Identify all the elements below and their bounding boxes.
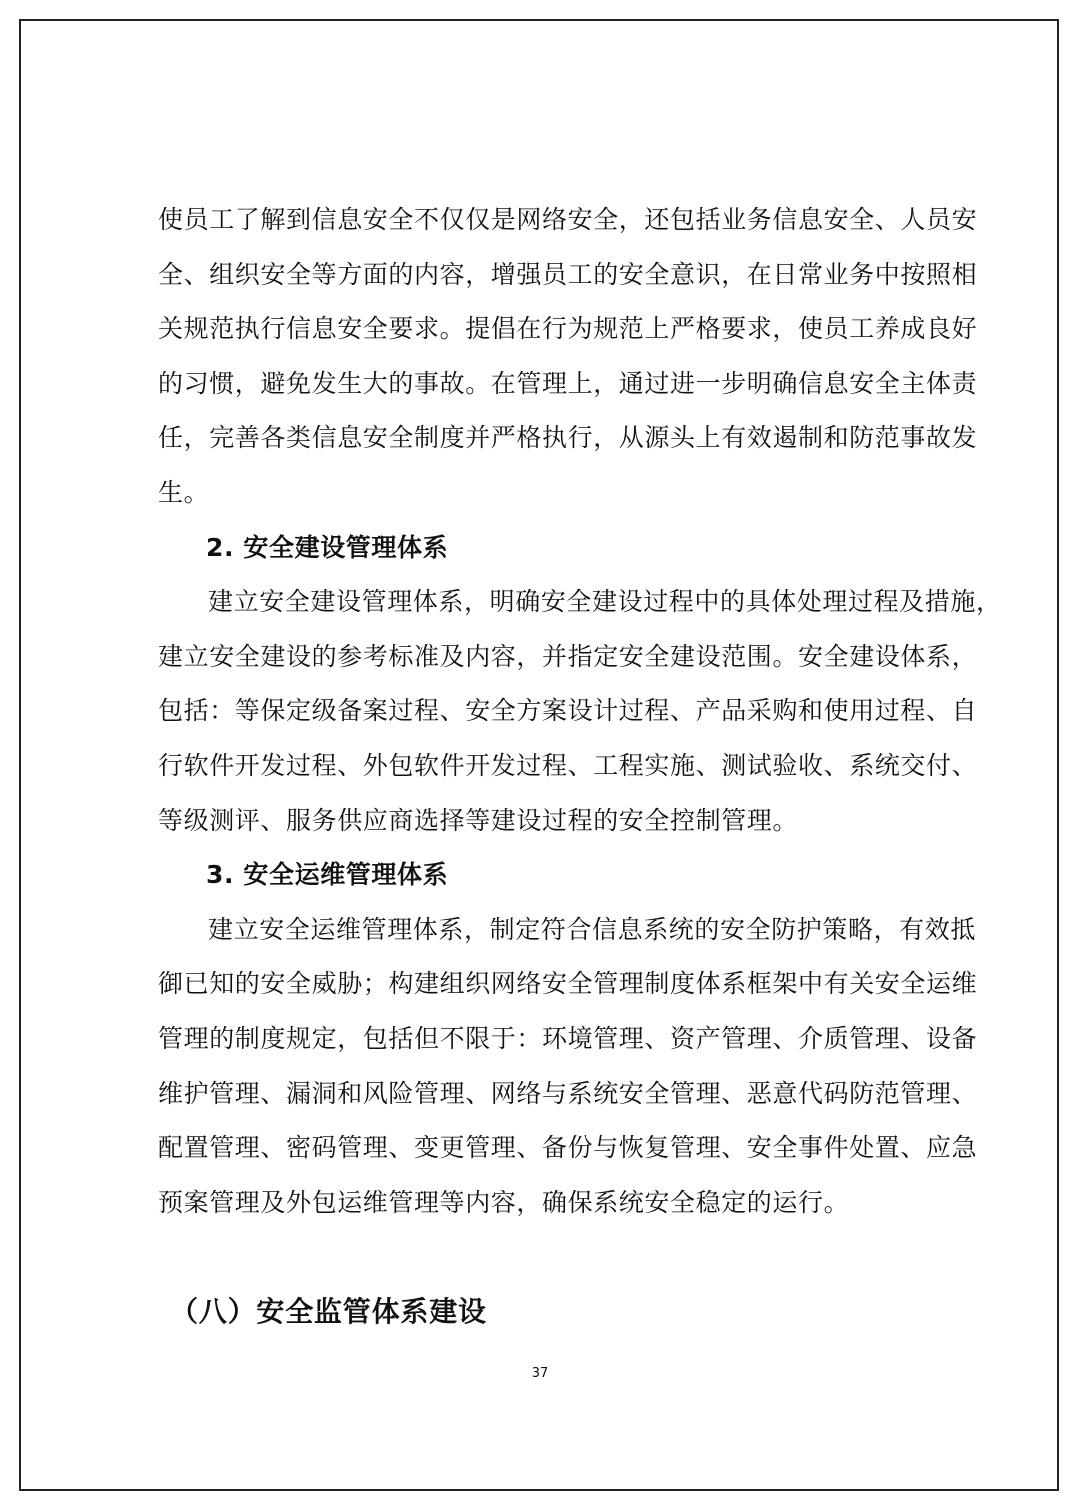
section3-line-6: 预案管理及外包运维管理等内容，确保系统安全稳定的运行。 [158,1187,850,1217]
section-title-eight: （八）安全监管体系建设 [170,1295,487,1328]
section3-line-2: 御已知的安全威胁；构建组织网络安全管理制度体系框架中有关安全运维 [158,969,978,999]
page-number: 37 [531,1366,549,1381]
section2-line-1: 建立安全建设管理体系，明确安全建设过程中的具体处理过程及措施， [208,587,1002,617]
section3-line-5: 配置管理、密码管理、变更管理、备份与恢复管理、安全事件处置、应急 [158,1133,978,1163]
section3-line-3: 管理的制度规定，包括但不限于：环境管理、资产管理、介质管理、设备 [158,1023,978,1053]
document-body [158,193,1002,1230]
section2-line-4: 行软件开发过程、外包软件开发过程、工程实施、测试验收、系统交付、 [158,750,978,780]
section3-line-1: 建立安全运维管理体系，制定符合信息系统的安全防护策略，有效抵 [208,914,977,944]
section2-line-3: 包括：等保定级备案过程、安全方案设计过程、产品采购和使用过程、自 [158,696,978,726]
section2-line-2: 建立安全建设的参考标准及内容，并指定安全建设范围。安全建设体系， [158,641,978,671]
intro-line-4: 的习惯，避免发生大的事故。在管理上，通过进一步明确信息安全主体责 [158,368,978,398]
section2-heading: 2. 安全建设管理体系 [206,532,449,562]
section3-line-4: 维护管理、漏洞和风险管理、网络与系统安全管理、恶意代码防范管理、 [158,1078,978,1108]
intro-line-5: 任，完善各类信息安全制度并严格执行，从源头上有效遏制和防范事故发 [158,423,978,453]
intro-line-2: 全、组织安全等方面的内容，增强员工的安全意识，在日常业务中按照相 [158,259,978,289]
section3-heading: 3. 安全运维管理体系 [206,860,449,890]
intro-line-6: 生。 [158,477,210,507]
section2-line-5: 等级测评、服务供应商选择等建设过程的安全控制管理。 [158,805,799,835]
intro-line-1: 使员工了解到信息安全不仅仅是网络安全，还包括业务信息安全、人员安 [158,205,978,234]
intro-line-3: 关规范执行信息安全要求。提倡在行为规范上严格要求，使员工养成良好 [158,314,978,344]
